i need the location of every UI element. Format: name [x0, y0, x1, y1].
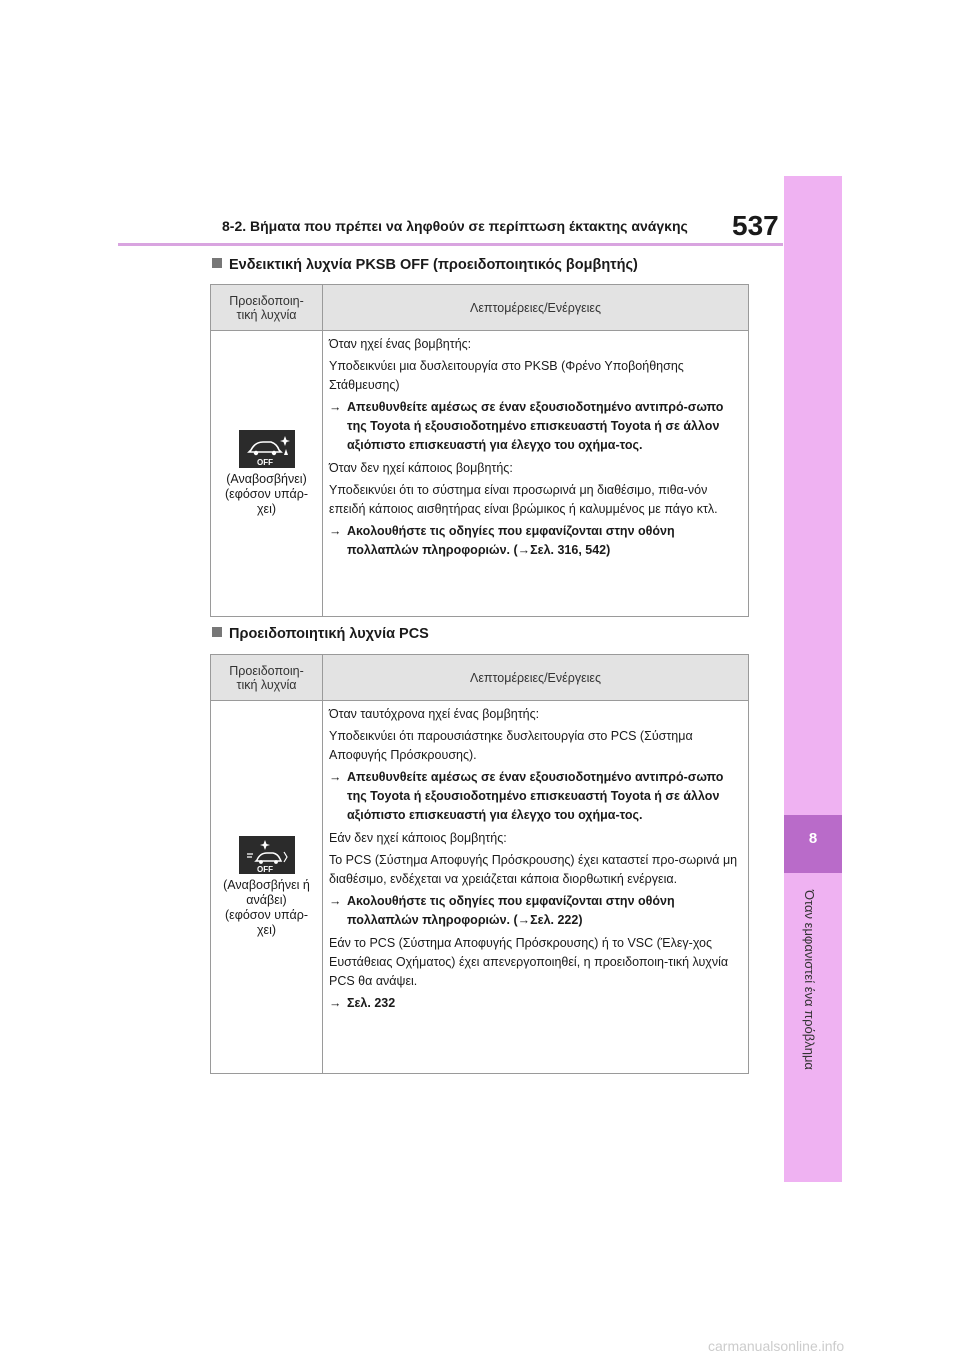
condition-text: Όταν ταυτόχρονα ηχεί ένας βομβητής: [329, 707, 540, 721]
table-header-details: Λεπτομέρειες/Ενέργειες [323, 655, 749, 701]
description-text: Υποδεικνύει ότι το σύστημα είναι προσωρινά μη διαθέσιμο, πιθα-νόν επειδή κάποιος αισθητήρας είναι βρώμικος ή καλυμμένος με πάγο κτλ. [329, 483, 718, 516]
arrow-icon: → [329, 894, 342, 908]
table-header-light: Προειδοποιη- τική λυχνία [211, 285, 323, 331]
action-item: → Απευθυνθείτε αμέσως σε έναν εξουσιοδοτημένο αντιπρό-σωπο της Toyota ή εξουσιοδοτημένο επισκευαστή Toyota ή σε άλλον αξιόπιστο επισκευαστή για έλεγχο του οχήμα-τος. [329, 398, 740, 455]
arrow-icon: → [329, 996, 342, 1010]
square-bullet-icon [212, 258, 222, 268]
header-title: 8-2. Βήματα που πρέπει να ληφθούν σε περίπτωση έκτακτης ανάγκης [222, 218, 688, 234]
description-text: Υποδεικνύει μια δυσλειτουργία στο PKSB (Φρένο Υποβοήθησης Στάθμευσης) [329, 359, 684, 392]
warning-light-cell: OFF (Αναβοσβήνει) (εφόσον υπάρ- χει) [211, 331, 323, 617]
warning-light-cell: OFF (Αναβοσβήνει ή ανάβει) (εφόσον υπάρ- χει) [211, 701, 323, 1074]
action-item: → Ακολουθήστε τις οδηγίες που εμφανίζονται στην οθόνη πολλαπλών πληροφοριών. (→Σελ. 316, 542) [329, 522, 740, 560]
pcs-warning-icon [239, 836, 295, 874]
svg-text:OFF: OFF [256, 865, 273, 874]
condition-text: Όταν δεν ηχεί κάποιος βομβητής: [329, 461, 513, 475]
section-heading-pcs: Προειδοποιητική λυχνία PCS [212, 626, 429, 642]
description-text: Εάν το PCS (Σύστημα Αποφυγής Πρόσκρουσης) ή το VSC (Έλεγ-χος Ευστάθειας Οχήματος) έχει απενεργοποιηθεί, η προειδοποιη-τική λυχνία PCS θα ανάψει. [329, 936, 729, 988]
chapter-title: Όταν εμφανιστεί ένα πρόβλημα [802, 890, 817, 1070]
watermark-text: carmanualsonline.info [708, 1338, 845, 1354]
square-bullet-icon [212, 627, 222, 637]
header-divider [118, 243, 783, 246]
arrow-icon: → [329, 524, 342, 538]
condition-text: Όταν ηχεί ένας βομβητής: [329, 337, 472, 351]
page-number: 537 [732, 210, 779, 241]
pksb-warning-table [210, 284, 749, 617]
action-item: → Σελ. 232 [329, 994, 740, 1013]
arrow-icon: → [329, 770, 342, 784]
arrow-icon: → [329, 400, 342, 414]
details-cell [323, 331, 749, 617]
svg-text:OFF: OFF [256, 458, 273, 467]
table-header-details: Λεπτομέρειες/Ενέργειες [323, 285, 749, 331]
pksb-off-warning-icon [239, 430, 295, 468]
description-text: Υποδεικνύει ότι παρουσιάστηκε δυσλειτουργία στο PCS (Σύστημα Αποφυγής Πρόσκρουσης). [329, 729, 693, 762]
chapter-number: 8 [808, 830, 818, 847]
action-item: → Απευθυνθείτε αμέσως σε έναν εξουσιοδοτημένο αντιπρό-σωπο της Toyota ή εξουσιοδοτημένο επισκευαστή Toyota ή σε άλλον αξιόπιστο επισκευαστή για έλεγχο του οχήμα-τος. [329, 768, 740, 825]
description-text: Το PCS (Σύστημα Αποφυγής Πρόσκρουσης) έχει καταστεί προ-σωρινά μη διαθέσιμο, ενδέχεται να χρειάζεται κάποια διορθωτική ενέργεια. [329, 853, 738, 886]
pcs-warning-table [210, 654, 749, 1074]
section-heading-pksb: Ενδεικτική λυχνία PKSB OFF (προειδοποιητικός βομβητής) [212, 257, 638, 273]
table-header-light: Προειδοποιη- τική λυχνία [211, 655, 323, 701]
condition-text: Εάν δεν ηχεί κάποιος βομβητής: [329, 831, 507, 845]
details-cell [323, 701, 749, 1074]
action-item: → Ακολουθήστε τις οδηγίες που εμφανίζονται στην οθόνη πολλαπλών πληροφοριών. (→Σελ. 222) [329, 892, 740, 930]
